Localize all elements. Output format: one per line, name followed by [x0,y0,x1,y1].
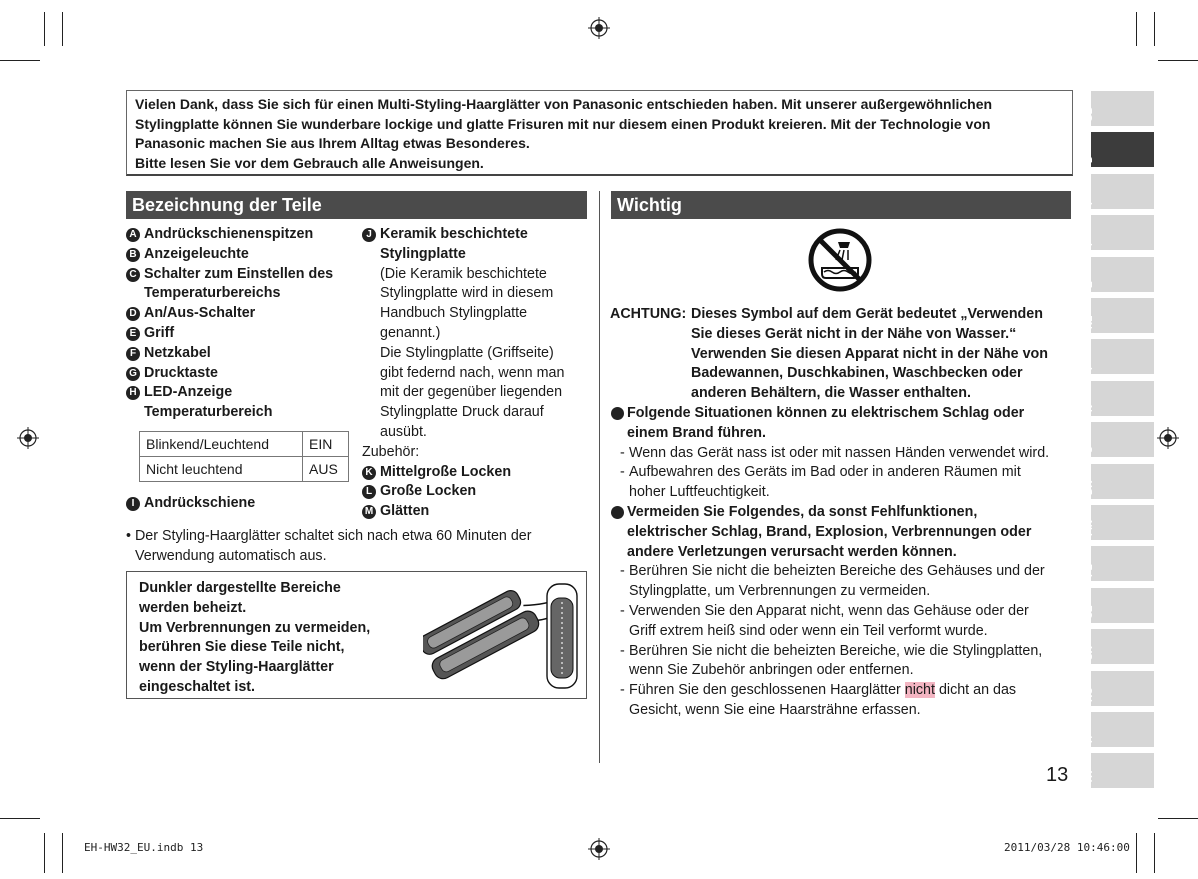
description-line: gibt federnd nach, wenn man [380,364,565,381]
accessories-label: Zubehör: [362,443,420,460]
list-item [362,502,590,522]
part-label: Große Locken [380,483,477,500]
caution-block [610,305,1070,404]
crop-mark [44,833,45,873]
dash-line: Berühren Sie nicht die beheizten Bereiche, wie die Stylingplatten, [629,642,1043,659]
language-tab-cz[interactable] [1084,588,1154,623]
letter-badge: H [126,386,140,400]
description-line: Stylingplatte wird in diesem [380,285,554,302]
list-item [126,494,356,514]
language-tab-h[interactable] [1084,712,1154,747]
letter-badge: M [362,505,376,519]
table-row [140,457,349,482]
language-tab-p[interactable] [1084,339,1154,374]
registration-mark-icon [1157,427,1179,449]
list-item [126,225,356,245]
intro-box [126,90,1073,176]
language-tab-nl[interactable] [1084,298,1154,333]
intro-line: Panasonic machen Sie aus Ihrem Alltag etwas Besonderes. [135,135,530,151]
footer-date: 2011/03/28 10:46:00 [1004,841,1130,854]
auto-off-note [126,527,586,567]
parts-list-right [362,225,590,522]
language-tab-label: DK [1084,480,1095,495]
language-tab-s[interactable] [1084,422,1154,457]
dash-line: wenn Sie Zubehör anbringen oder entfernen. [629,662,914,679]
list-item [362,225,590,265]
crop-mark [44,12,45,46]
letter-badge: G [126,367,140,381]
warning-line: wenn der Styling-Haarglätter [139,659,334,676]
crop-mark [1136,833,1137,873]
intro-line: Vielen Dank, dass Sie sich für einen Multi-Styling-Haarglätter von Panasonic entschieden haben. Mit unserer außergewöhnlichen [135,96,993,112]
crop-mark [62,12,63,46]
language-tab-label: NL [1084,315,1095,329]
dash-line: Wenn das Gerät nass ist oder mit nassen Händen verwendet wird. [629,444,1050,461]
footer-file: EH-HW32_EU.indb 13 [84,841,204,854]
letter-badge: B [126,248,140,262]
part-label: Griff [144,324,175,341]
crop-mark [62,833,63,873]
dash-item: - Berühren Sie nicht die beheizten Bereiche des Gehäuses und der Stylingplatte, um Verbrennungen zu vermeiden. [611,562,1073,602]
warning-line: Um Verbrennungen zu vermeiden, [139,619,371,636]
language-tab-label: P [1084,363,1095,371]
bullet-line: Vermeiden Sie Folgendes, da sonst Fehlfunktionen, [627,503,978,520]
dash-item: - Aufbewahren des Geräts im Bad oder in anderen Räumen mit hoher Luftfeuchtigkeit. [611,463,1073,503]
letter-badge: J [362,228,376,242]
language-tab-label: N [1084,404,1095,412]
dash-text: dicht an das [934,682,1017,699]
warning-section-1 [611,404,1073,721]
table-cell: AUS [303,457,349,482]
bullet-line: elektrischer Schlag, Brand, Explosion, Verbrennungen oder [627,523,1032,540]
table-cell: Blinkend/Leuchtend [140,432,303,457]
part-label: Schalter zum Einstellen des [144,265,334,282]
part-label: LED-Anzeige [144,384,233,401]
list-item [362,463,590,483]
caution-label: ACHTUNG: [610,306,687,322]
bullet-line: einem Brand führen. [627,424,767,441]
list-item [126,344,356,364]
caution-line: Sie dieses Gerät nicht in der Nähe von Wasser.“ [691,325,1017,342]
language-tab-label: GB [1084,107,1095,122]
description-line: Handbuch Stylingplatte [380,305,528,322]
crop-mark [1136,12,1137,46]
language-tab-n[interactable] [1084,381,1154,416]
list-item [126,265,356,305]
crop-mark [0,818,40,819]
part-label: Netzkabel [144,344,211,361]
crop-mark [1158,818,1198,819]
language-tab-fin[interactable] [1084,505,1154,540]
part-label: Anzeigeleuchte [144,245,249,262]
dash-line: Berühren Sie nicht die beheizten Bereiche des Gehäuses und der [629,563,1045,580]
letter-badge: K [362,466,376,480]
list-item [126,383,356,423]
part-label: Stylingplatte [380,245,466,262]
dash-item: - Verwenden Sie den Apparat nicht, wenn das Gehäuse oder der Griff extrem heiß sind oder wenn ein Teil verformt wurde. [611,602,1073,642]
bullet-line: Folgende Situationen können zu elektrischem Schlag oder [627,405,1025,421]
part-label: Mittelgroße Locken [380,463,512,480]
dash-line: hoher Luftfeuchtigkeit. [629,484,770,501]
registration-mark-icon [17,427,39,449]
language-tab-label: D [1084,156,1095,164]
language-tab-label: RO [1084,686,1095,702]
intro-line: Bitte lesen Sie vor dem Gebrauch alle Anweisungen. [135,154,484,171]
crop-mark [1158,60,1198,61]
language-tab-label: S [1084,446,1095,454]
letter-badge: I [126,497,140,511]
no-water-icon [808,228,872,292]
description-line: mit der gegenüber liegenden [380,384,563,401]
warning-line: werden beheizt. [139,599,247,616]
language-tab-label: SK [1084,646,1095,661]
description-line: Die Stylingplatte (Griffseite) [380,344,554,361]
language-tab-label: F [1084,198,1095,205]
language-tab-label: H [1084,735,1095,743]
registration-mark-icon [588,17,610,39]
letter-badge: A [126,228,140,242]
language-tab-ro[interactable] [1084,671,1154,706]
language-tab-label: TR [1084,771,1095,785]
dash-line: Aufbewahren des Geräts im Bad oder in anderen Räumen mit [629,464,1021,481]
indicator-table [139,431,349,482]
dash-item: - Führen Sie den geschlossenen Haarglätter nicht dicht an das Gesicht, wenn Sie eine Haarsträhne erfassen. [611,681,1073,721]
language-tab-d[interactable] [1084,132,1154,167]
list-item [126,304,356,324]
registration-mark-icon [588,838,610,860]
caution-line: anderen Behältern, die Wasser enthalten. [691,385,971,402]
part-label: Temperaturbereichs [144,285,281,302]
parts-list [126,225,356,423]
dash-text: Führen Sie den geschlossenen Haarglätter [629,682,905,699]
warning-line: berühren Sie diese Teile nicht, [139,639,345,656]
language-tab-label: CZ [1084,605,1095,619]
part-label: Andrückschienenspitzen [144,226,314,242]
language-tab-label: PL [1084,564,1095,578]
part-label: Temperaturbereich [144,404,273,421]
warning-line: eingeschaltet ist. [139,678,256,695]
description-line: genannt.) [380,324,441,341]
dash-item: - Wenn das Gerät nass ist oder mit nassen Händen verwendet wird. [611,444,1073,464]
crop-mark [1154,12,1155,46]
language-tab-pl[interactable] [1084,546,1154,581]
dash-line: Verwenden Sie den Apparat nicht, wenn das Gehäuse oder der [629,602,1029,619]
language-tab-gb[interactable] [1084,91,1154,126]
language-tab-label: FIN [1084,519,1095,536]
description-line: Stylingplatte Druck darauf [380,404,544,421]
page-number: 13 [1046,764,1069,786]
hair-straightener-illustration [423,578,583,694]
note-line: Verwendung automatisch aus. [135,547,327,564]
list-item [126,324,356,344]
letter-badge: L [362,485,376,499]
language-tab-e[interactable] [1084,257,1154,292]
description-line: (Die Keramik beschichtete [380,265,547,282]
list-item [126,245,356,265]
dash-item: - Berühren Sie nicht die beheizten Bereiche, wie die Stylingplatten, wenn Sie Zubehör anbringen oder entfernen. [611,642,1073,682]
table-cell: Nicht leuchtend [140,457,303,482]
letter-badge: E [126,327,140,341]
bullet-item [611,503,1073,562]
language-tab-tr[interactable] [1084,753,1154,788]
language-tab-i[interactable] [1084,215,1154,250]
note-line: • Der Styling-Haarglätter schaltet sich nach etwa 60 Minuten der [126,528,532,544]
bullet-dot-icon [611,407,624,420]
bullet-dot-icon [611,506,624,519]
bullet-item [611,404,1073,444]
letter-badge: C [126,268,140,282]
column-divider [599,191,600,763]
caution-line: Dieses Symbol auf dem Gerät bedeutet „Verwenden [691,306,1043,322]
list-item [362,482,590,502]
language-tab-f[interactable] [1084,174,1154,209]
warning-line: Dunkler dargestellte Bereiche [139,580,341,596]
part-label: Glätten [380,503,430,520]
list-item [126,364,356,384]
language-tab-label: I [1084,243,1095,247]
dash-line: Gesicht, wenn Sie eine Haarsträhne erfassen. [629,701,921,718]
table-row [140,432,349,457]
part-label: An/Aus-Schalter [144,305,256,322]
caution-line: Badewannen, Duschkabinen, Waschbecken oder [691,365,1023,382]
intro-line: Stylingplatte können Sie wunderbare lockige und glatte Frisuren mit nur diesem einen Produkt kreieren. Mit der Technologie von [135,115,991,132]
dash-line: Stylingplatte, um Verbrennungen zu vermeiden. [629,583,931,600]
parts-heading: Bezeichnung der Teile [126,191,587,219]
letter-badge: F [126,347,140,361]
language-tab-label: E [1084,280,1095,288]
heated-warning-box [126,571,587,699]
description-line: ausübt. [380,423,427,440]
highlighted-word: nicht [904,682,935,699]
crop-mark [0,60,40,61]
important-heading: Wichtig [611,191,1071,219]
language-tab-dk[interactable] [1084,464,1154,499]
caution-line: Verwenden Sie diesen Apparat nicht in der Nähe von [691,345,1048,362]
dash-line: Griff extrem heiß sind oder wenn ein Teil verformt wurde. [629,622,988,639]
language-tab-sk[interactable] [1084,629,1154,664]
part-label: Keramik beschichtete [380,226,528,242]
letter-badge: D [126,307,140,321]
crop-mark [1154,833,1155,873]
list-item-i [126,494,356,514]
table-cell: EIN [303,432,349,457]
bullet-line: andere Verletzungen verursacht werden können. [627,543,957,560]
part-label: Andrückschiene [144,495,256,511]
part-label: Drucktaste [144,364,218,381]
